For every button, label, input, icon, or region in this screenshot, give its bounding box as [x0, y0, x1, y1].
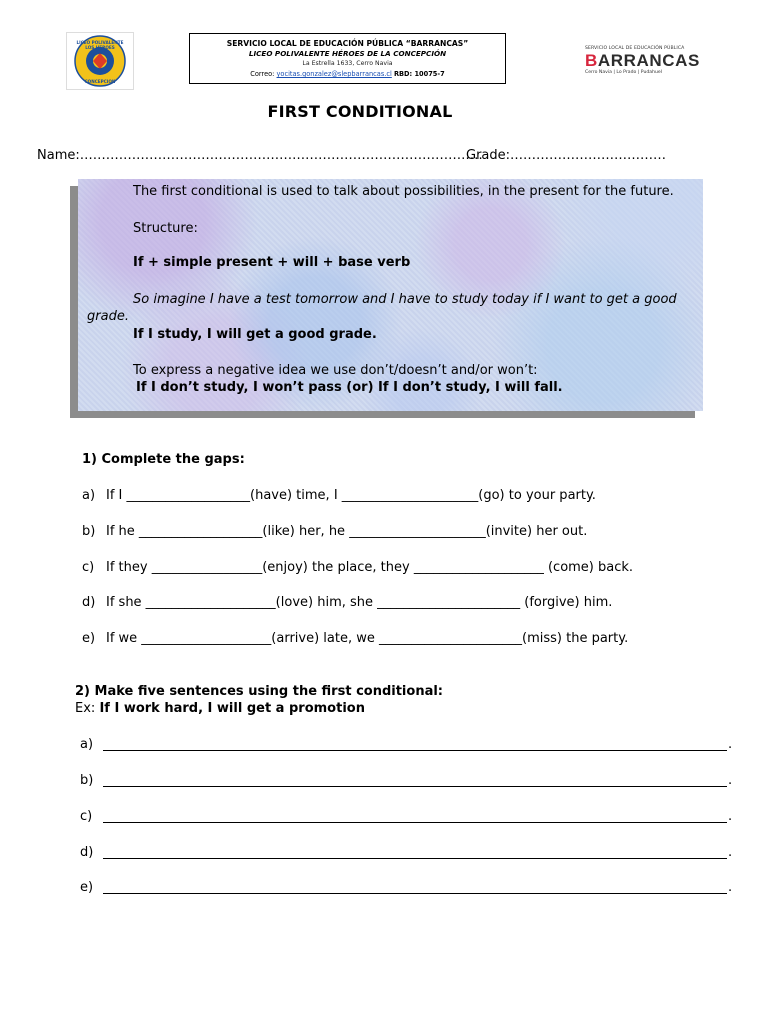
item-letter: d)	[82, 595, 96, 610]
item-text: If he ___________________(like) her, he _____________________(invite) her out.	[106, 524, 588, 539]
example-label: Ex:	[75, 701, 96, 716]
school-service-name: SERVICIO LOCAL DE EDUCACIÓN PÚBLICA “BARRANCAS”	[226, 39, 469, 48]
item-letter: c)	[82, 560, 95, 575]
info-intro: The first conditional is used to talk about possibilities, in the present for the future.	[133, 184, 674, 199]
page-title: FIRST CONDITIONAL	[267, 102, 453, 121]
structure-formula: If + simple present + will + base verb	[133, 255, 411, 270]
item-text: If we ____________________(arrive) late, we ______________________(miss) the party.	[106, 631, 629, 646]
section-1-title: 1) Complete the gaps:	[82, 452, 245, 467]
crest-ring-text-top: LICEO POLIVALENTE	[76, 40, 124, 45]
barrancas-logo-communes: Cerro Navia | Lo Prado | Pudahuel	[585, 70, 663, 75]
section-2-example	[75, 701, 365, 716]
section-2-title: 2) Make five sentences using the first conditional:	[75, 684, 444, 699]
line-letter: c)	[80, 809, 93, 824]
gap-item-b[interactable]	[82, 524, 587, 539]
answer-line-e[interactable]	[80, 880, 103, 895]
line-letter: b)	[80, 773, 94, 788]
school-address: La Estrella 1633, Cerro Navia	[302, 60, 393, 67]
item-letter: e)	[82, 631, 96, 646]
line-letter: e)	[80, 880, 94, 895]
crest-ring-text-bottom: CONCEPCION	[84, 79, 116, 84]
item-text: If she ____________________(love) him, she ______________________ (forgive) him.	[106, 595, 613, 610]
contact-label: Correo:	[250, 70, 275, 78]
answer-line-b[interactable]	[80, 773, 103, 788]
item-text: If I ___________________(have) time, I _____________________(go) to your party.	[106, 488, 596, 503]
structure-label: Structure:	[133, 221, 198, 236]
item-letter: a)	[82, 488, 96, 503]
contact-email-link[interactable]: yocitas.gonzalez@slepbarrancas.cl	[276, 70, 392, 78]
barrancas-logo	[585, 46, 725, 80]
barrancas-logo-top: SERVICIO LOCAL DE EDUCACIÓN PÚBLICA	[585, 46, 685, 51]
line-end: .	[728, 845, 733, 860]
barrancas-logo-wordmark: BARRANCAS	[585, 51, 700, 70]
school-info-box	[189, 33, 506, 84]
line-end: .	[728, 880, 733, 895]
gap-item-a[interactable]	[82, 488, 596, 503]
negative-example: If I don’t study, I won’t pass (or) If I don’t study, I will fall.	[136, 380, 563, 395]
example-context-line-1: So imagine I have a test tomorrow and I have to study today if I want to get a good	[133, 292, 677, 307]
item-text: If they _________________(enjoy) the place, they ____________________ (come) back.	[106, 560, 634, 575]
negative-intro: To express a negative idea we use don’t/doesn’t and/or won’t:	[133, 363, 538, 378]
line-end: .	[728, 809, 733, 824]
answer-line-c[interactable]	[80, 809, 103, 824]
gap-item-c[interactable]	[82, 560, 633, 575]
crest-ring-text-mid: LOS HEROES	[85, 45, 115, 50]
info-box	[78, 179, 703, 411]
line-letter: d)	[80, 845, 94, 860]
answer-line-d[interactable]	[80, 845, 103, 860]
line-end: .	[728, 737, 733, 752]
student-grade-field[interactable]: Grade:………………………………	[466, 148, 667, 163]
gap-item-e[interactable]	[82, 631, 628, 646]
example-text: If I work hard, I will get a promotion	[99, 701, 365, 716]
answer-rule-e[interactable]	[103, 893, 727, 894]
school-contact	[190, 69, 505, 79]
school-name: LICEO POLIVALENTE HÉROES DE LA CONCEPCIÓN	[248, 49, 447, 58]
item-letter: b)	[82, 524, 96, 539]
answer-rule-a[interactable]	[103, 750, 727, 751]
answer-line-a[interactable]	[80, 737, 103, 752]
student-name-field[interactable]: Name:…………………………………………………………………………………	[37, 148, 483, 163]
school-rbd: RBD: 10075-7	[393, 70, 445, 78]
answer-rule-b[interactable]	[103, 786, 727, 787]
answer-rule-c[interactable]	[103, 822, 727, 823]
school-crest-logo	[66, 32, 134, 90]
answer-rule-d[interactable]	[103, 858, 727, 859]
example-context-line-2: grade.	[87, 309, 129, 324]
gap-item-d[interactable]	[82, 595, 612, 610]
line-letter: a)	[80, 737, 94, 752]
line-end: .	[728, 773, 733, 788]
example-sentence: If I study, I will get a good grade.	[133, 327, 377, 342]
